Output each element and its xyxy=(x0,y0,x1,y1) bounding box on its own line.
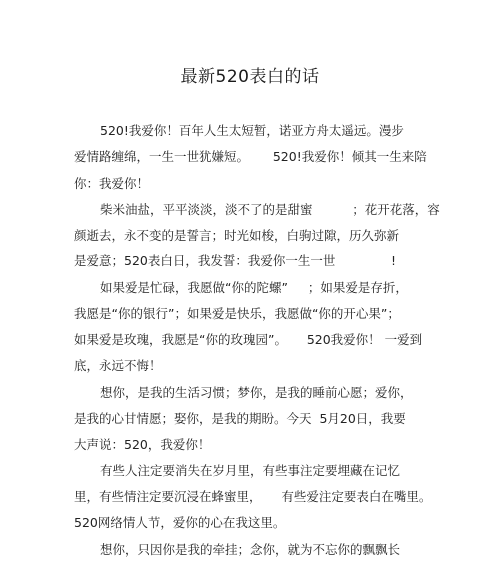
text-line-12: 是我的心甘情愿；娶你，是我的期盼。今天 5月20日，我要 xyxy=(74,411,406,426)
text-line-4: 柴米油盐，平平淡淡，淡不了的是甜蜜 ；花开花落，容 xyxy=(100,202,440,217)
text-line-8: 我愿是“你的银行”；如果爱是快乐，我愿做“你的开心果”； xyxy=(74,306,400,321)
text-line-11: 想你，是我的生活习惯；梦你，是我的睡前心愿；爱你， xyxy=(100,385,413,400)
text-line-7: 如果爱是忙碌，我愿做“你的陀螺” ；如果爱是存折， xyxy=(100,280,408,295)
text-line-2: 爱情路缠绵，一生一世犹嫌短。 520!我爱你！倾其一生来陪 xyxy=(74,149,427,164)
text-line-10: 底，永远不悔！ xyxy=(74,358,162,373)
text-line-3: 你：我爱你！ xyxy=(74,176,150,191)
text-line-17: 想你，只因你是我的牵挂；念你，就为不忘你的飘飘长 xyxy=(100,542,401,557)
text-line-15: 里，有些情注定要沉浸在蜂蜜里， 有些爱注定要表白在嘴里。 xyxy=(74,489,432,504)
text-line-5: 颜逝去，永不变的是誓言；时光如梭，白驹过隙，历久弥新 xyxy=(74,228,400,243)
document-title: 最新520表白的话 xyxy=(180,67,320,87)
text-line-6: 是爱意；520表白日，我发誓：我爱你一生一世 ! xyxy=(74,253,396,268)
text-line-14: 有些人注定要消失在岁月里，有些事注定要埋藏在记忆 xyxy=(100,463,401,478)
text-line-1: 520!我爱你！百年人生太短暂，诺亚方舟太遥远。漫步 xyxy=(100,123,404,138)
text-line-9: 如果爱是玫瑰，我愿是“你的玫瑰园”。 520我爱你！ 一爱到 xyxy=(74,332,423,347)
text-line-16: 520网络情人节，爱你的心在我这里。 xyxy=(74,515,286,530)
text-line-13: 大声说：520，我爱你！ xyxy=(74,437,211,452)
